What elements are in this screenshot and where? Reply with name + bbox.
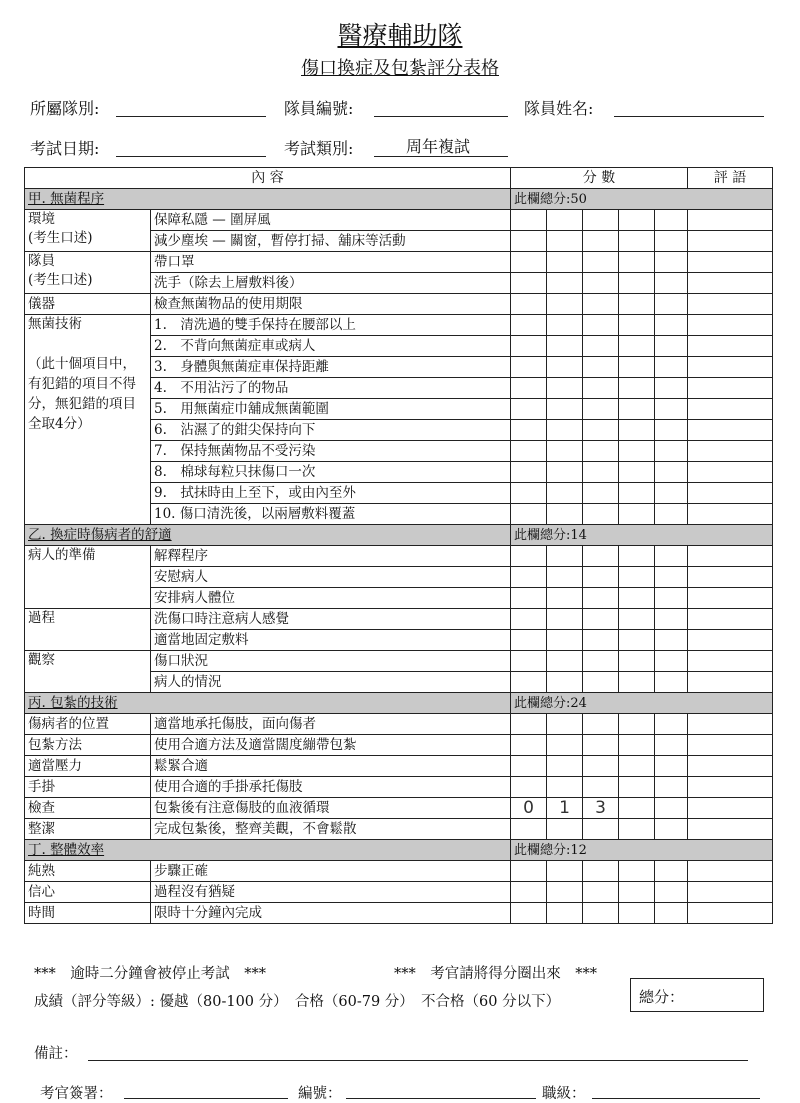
score-cell[interactable] xyxy=(547,462,583,483)
score-cell[interactable] xyxy=(583,630,619,651)
row-label: 環境 (考生口述) xyxy=(25,210,151,252)
score-cell[interactable] xyxy=(511,588,547,609)
score-cell[interactable] xyxy=(655,777,688,798)
comment-cell[interactable] xyxy=(688,483,773,504)
score-cell[interactable] xyxy=(547,504,583,525)
aseptic-note: （此十個項目中，有犯錯的項目不得分，無犯錯的項目全取4分） xyxy=(28,356,136,432)
score-cell[interactable] xyxy=(655,546,688,567)
score-cell[interactable] xyxy=(511,462,547,483)
row-item: 解釋程序 xyxy=(151,546,511,567)
row-item: 適當地固定敷料 xyxy=(151,630,511,651)
score-cell[interactable] xyxy=(619,798,655,819)
table-row xyxy=(25,798,773,819)
row-item: 安排病人體位 xyxy=(151,588,511,609)
grading-scale: 成績（評分等級）: 優越（80-100 分） 合格（60-79 分） 不合格（60 分以下） xyxy=(34,994,561,1010)
table-row xyxy=(25,756,773,777)
score-cell[interactable] xyxy=(583,861,619,882)
row-label: 儀器 xyxy=(25,294,151,315)
table-row xyxy=(25,861,773,882)
score-cell[interactable] xyxy=(547,420,583,441)
score-cell[interactable] xyxy=(655,588,688,609)
score-cell[interactable] xyxy=(547,903,583,924)
score-cell[interactable] xyxy=(583,903,619,924)
field-line-exam-date[interactable] xyxy=(116,156,266,157)
row-item: 使用合適的手掛承托傷肢 xyxy=(151,777,511,798)
row-label: 傷病者的位置 xyxy=(25,714,151,735)
signature-line[interactable] xyxy=(124,1098,288,1099)
row-item: 傷口狀況 xyxy=(151,651,511,672)
score-cell[interactable] xyxy=(619,273,655,294)
score-cell[interactable] xyxy=(583,546,619,567)
score-cell[interactable] xyxy=(619,462,655,483)
comment-cell[interactable] xyxy=(688,420,773,441)
score-cell[interactable] xyxy=(655,294,688,315)
row-item: 適當地承托傷肢，面向傷者 xyxy=(151,714,511,735)
row-item: 1. 清洗過的雙手保持在腰部以上 xyxy=(151,315,511,336)
table-row xyxy=(25,819,773,840)
score-cell[interactable] xyxy=(547,357,583,378)
score-cell[interactable] xyxy=(547,672,583,693)
section-name: 丙. 包紮的技術 xyxy=(25,693,511,714)
score-cell[interactable] xyxy=(655,651,688,672)
score-cell[interactable] xyxy=(547,273,583,294)
comment-cell[interactable] xyxy=(688,756,773,777)
score-cell[interactable] xyxy=(583,756,619,777)
table-row xyxy=(25,210,773,231)
score-cell[interactable] xyxy=(583,777,619,798)
form-subtitle: 傷口換症及包紮評分表格 xyxy=(301,58,499,79)
score-cell[interactable] xyxy=(547,756,583,777)
row-item: 10. 傷口清洗後，以兩層敷料覆蓋 xyxy=(151,504,511,525)
score-cell[interactable] xyxy=(547,588,583,609)
score-cell[interactable] xyxy=(655,819,688,840)
comment-cell[interactable] xyxy=(688,441,773,462)
score-cell[interactable] xyxy=(619,588,655,609)
score-cell[interactable] xyxy=(655,357,688,378)
score-cell[interactable] xyxy=(583,588,619,609)
score-cell[interactable] xyxy=(655,903,688,924)
score-cell[interactable] xyxy=(583,336,619,357)
row-item: 包紮後有注意傷肢的血液循環 xyxy=(151,798,511,819)
score-cell[interactable] xyxy=(619,483,655,504)
score-cell[interactable] xyxy=(619,819,655,840)
comment-cell[interactable] xyxy=(688,462,773,483)
score-cell[interactable] xyxy=(655,273,688,294)
score-cell[interactable] xyxy=(619,777,655,798)
score-cell[interactable] xyxy=(511,882,547,903)
score-cell[interactable] xyxy=(547,882,583,903)
score-cell[interactable] xyxy=(583,567,619,588)
score-cell[interactable] xyxy=(547,210,583,231)
form-title: 醫療輔助隊 xyxy=(337,21,463,50)
score-cell[interactable] xyxy=(583,483,619,504)
score-cell[interactable] xyxy=(655,420,688,441)
row-label: 觀察 xyxy=(25,651,151,693)
score-cell[interactable] xyxy=(619,399,655,420)
score-cell[interactable] xyxy=(619,231,655,252)
score-cell[interactable] xyxy=(619,714,655,735)
score-cell[interactable] xyxy=(619,609,655,630)
table-row xyxy=(25,315,773,336)
comment-cell[interactable] xyxy=(688,315,773,336)
score-cell[interactable] xyxy=(583,252,619,273)
score-cell[interactable] xyxy=(655,378,688,399)
comment-cell[interactable] xyxy=(688,861,773,882)
score-cell[interactable] xyxy=(655,798,688,819)
score-cell[interactable] xyxy=(511,672,547,693)
score-cell[interactable] xyxy=(655,462,688,483)
row-item: 2. 不背向無菌症車或病人 xyxy=(151,336,511,357)
score-cell[interactable] xyxy=(619,756,655,777)
score-cell[interactable] xyxy=(511,210,547,231)
score-cell[interactable] xyxy=(655,399,688,420)
row-label: 檢查 xyxy=(25,798,151,819)
table-row xyxy=(25,609,773,630)
score-cell[interactable] xyxy=(547,777,583,798)
score-cell[interactable] xyxy=(583,399,619,420)
score-cell[interactable] xyxy=(583,609,619,630)
header-comment: 評 語 xyxy=(688,168,773,189)
row-item: 洗手（除去上層敷料後） xyxy=(151,273,511,294)
score-cell[interactable] xyxy=(511,252,547,273)
score-cell[interactable] xyxy=(511,861,547,882)
scoring-table xyxy=(24,167,773,924)
score-cell[interactable] xyxy=(655,672,688,693)
row-label: 手掛 xyxy=(25,777,151,798)
row-item: 過程沒有猶疑 xyxy=(151,882,511,903)
score-cell[interactable] xyxy=(583,735,619,756)
rank-label: 職級： xyxy=(542,1086,586,1102)
field-label-team: 所屬隊別: xyxy=(30,99,100,118)
comment-cell[interactable] xyxy=(688,672,773,693)
total-score-label: 總分： xyxy=(639,988,685,1006)
comment-cell[interactable] xyxy=(688,777,773,798)
score-cell[interactable] xyxy=(583,714,619,735)
table-row xyxy=(25,546,773,567)
score-cell[interactable] xyxy=(619,861,655,882)
section-row-c xyxy=(25,693,773,714)
row-label: 純熟 xyxy=(25,861,151,882)
score-cell[interactable] xyxy=(511,714,547,735)
row-item: 8. 棉球每粒只抹傷口一次 xyxy=(151,462,511,483)
row-label: 隊員 (考生口述) xyxy=(25,252,151,294)
comment-cell[interactable] xyxy=(688,735,773,756)
score-cell[interactable] xyxy=(511,441,547,462)
score-cell[interactable] xyxy=(547,714,583,735)
score-cell[interactable] xyxy=(619,315,655,336)
field-label-exam-date: 考試日期: xyxy=(30,139,100,158)
note-circle-score: *** 考官請將得分圈出來 *** xyxy=(394,966,597,982)
comment-cell[interactable] xyxy=(688,819,773,840)
score-cell[interactable] xyxy=(511,630,547,651)
score-cell[interactable] xyxy=(619,651,655,672)
score-cell[interactable] xyxy=(511,609,547,630)
score-cell[interactable] xyxy=(619,336,655,357)
score-cell[interactable] xyxy=(655,630,688,651)
table-row xyxy=(25,714,773,735)
score-cell[interactable] xyxy=(655,336,688,357)
score-cell[interactable] xyxy=(619,504,655,525)
score-cell[interactable] xyxy=(619,882,655,903)
score-cell[interactable] xyxy=(547,378,583,399)
row-label: 適當壓力 xyxy=(25,756,151,777)
score-cell[interactable] xyxy=(547,336,583,357)
remarks-line[interactable] xyxy=(88,1060,748,1061)
score-cell[interactable] xyxy=(655,252,688,273)
handwritten-score-0[interactable]: 0 xyxy=(511,798,547,819)
row-label: 信心 xyxy=(25,882,151,903)
row-item: 減少塵埃 — 關窗，暫停打掃、舖床等活動 xyxy=(151,231,511,252)
score-cell[interactable] xyxy=(547,294,583,315)
score-cell[interactable] xyxy=(511,504,547,525)
score-cell[interactable] xyxy=(619,420,655,441)
section-total: 此欄總分:14 xyxy=(511,525,773,546)
score-cell[interactable] xyxy=(511,294,547,315)
comment-cell[interactable] xyxy=(688,357,773,378)
score-cell[interactable] xyxy=(547,819,583,840)
comment-cell[interactable] xyxy=(688,231,773,252)
row-label: 病人的準備 xyxy=(25,546,151,609)
section-row-d xyxy=(25,840,773,861)
score-cell[interactable] xyxy=(655,567,688,588)
score-cell[interactable] xyxy=(547,252,583,273)
score-cell[interactable] xyxy=(511,378,547,399)
score-cell[interactable] xyxy=(619,567,655,588)
table-row xyxy=(25,903,773,924)
score-cell[interactable] xyxy=(511,231,547,252)
handwritten-score-1[interactable]: 1 xyxy=(547,798,583,819)
signature-label: 考官簽署： xyxy=(40,1086,113,1102)
score-cell[interactable] xyxy=(511,315,547,336)
row-label: 時間 xyxy=(25,903,151,924)
section-name: 丁. 整體效率 xyxy=(25,840,511,861)
score-cell[interactable] xyxy=(583,231,619,252)
score-cell[interactable] xyxy=(619,630,655,651)
comment-cell[interactable] xyxy=(688,567,773,588)
score-cell[interactable] xyxy=(583,441,619,462)
table-row xyxy=(25,882,773,903)
score-cell[interactable] xyxy=(511,420,547,441)
score-cell[interactable] xyxy=(655,441,688,462)
score-cell[interactable] xyxy=(655,231,688,252)
table-row xyxy=(25,777,773,798)
comment-cell[interactable] xyxy=(688,714,773,735)
row-item: 限時十分鐘內完成 xyxy=(151,903,511,924)
section-total: 此欄總分:24 xyxy=(511,693,773,714)
score-cell[interactable] xyxy=(547,315,583,336)
comment-cell[interactable] xyxy=(688,609,773,630)
field-line-team[interactable] xyxy=(116,116,266,117)
score-cell[interactable] xyxy=(583,294,619,315)
comment-cell[interactable] xyxy=(688,504,773,525)
number-label: 編號： xyxy=(298,1086,342,1102)
score-cell[interactable] xyxy=(547,861,583,882)
score-cell[interactable] xyxy=(619,252,655,273)
score-cell[interactable] xyxy=(511,567,547,588)
field-label-exam-type: 考試類別: xyxy=(284,139,354,158)
rank-line[interactable] xyxy=(592,1098,760,1099)
score-cell[interactable] xyxy=(583,378,619,399)
score-cell[interactable] xyxy=(619,672,655,693)
score-cell[interactable] xyxy=(655,315,688,336)
header-score: 分 數 xyxy=(511,168,688,189)
score-cell[interactable] xyxy=(655,735,688,756)
comment-cell[interactable] xyxy=(688,588,773,609)
score-cell[interactable] xyxy=(511,735,547,756)
score-cell[interactable] xyxy=(511,483,547,504)
score-cell[interactable] xyxy=(619,294,655,315)
score-cell[interactable] xyxy=(547,609,583,630)
score-cell[interactable] xyxy=(619,210,655,231)
field-label-member-name: 隊員姓名: xyxy=(524,99,594,118)
score-cell[interactable] xyxy=(619,735,655,756)
section-total: 此欄總分:50 xyxy=(511,189,773,210)
row-item: 檢查無菌物品的使用期限 xyxy=(151,294,511,315)
comment-cell[interactable] xyxy=(688,399,773,420)
row-item: 完成包紮後，整齊美觀，不會鬆散 xyxy=(151,819,511,840)
comment-cell[interactable] xyxy=(688,630,773,651)
score-cell[interactable] xyxy=(511,357,547,378)
score-cell[interactable] xyxy=(583,273,619,294)
score-cell[interactable] xyxy=(511,777,547,798)
score-cell[interactable] xyxy=(547,630,583,651)
total-score-box[interactable] xyxy=(630,978,764,1012)
row-item: 病人的情況 xyxy=(151,672,511,693)
score-cell[interactable] xyxy=(583,651,619,672)
row-item: 安慰病人 xyxy=(151,567,511,588)
aseptic-label: 無菌技術 xyxy=(28,316,82,332)
score-cell[interactable] xyxy=(619,378,655,399)
score-cell[interactable] xyxy=(655,210,688,231)
score-cell[interactable] xyxy=(511,336,547,357)
table-row xyxy=(25,294,773,315)
score-cell[interactable] xyxy=(547,231,583,252)
score-cell[interactable] xyxy=(583,210,619,231)
row-item: 4. 不用沾污了的物品 xyxy=(151,378,511,399)
table-row xyxy=(25,735,773,756)
score-cell[interactable] xyxy=(547,483,583,504)
handwritten-score-3[interactable]: 3 xyxy=(583,798,619,819)
score-cell[interactable] xyxy=(511,399,547,420)
score-cell[interactable] xyxy=(655,756,688,777)
row-label: 包紮方法 xyxy=(25,735,151,756)
note-time-limit: *** 逾時二分鐘會被停止考試 *** xyxy=(34,966,266,982)
row-item: 3. 身體與無菌症車保持距離 xyxy=(151,357,511,378)
score-cell[interactable] xyxy=(547,441,583,462)
score-cell[interactable] xyxy=(619,903,655,924)
comment-cell[interactable] xyxy=(688,336,773,357)
score-cell[interactable] xyxy=(583,462,619,483)
score-cell[interactable] xyxy=(655,861,688,882)
score-cell[interactable] xyxy=(511,546,547,567)
score-cell[interactable] xyxy=(583,315,619,336)
section-total: 此欄總分:12 xyxy=(511,840,773,861)
comment-cell[interactable] xyxy=(688,294,773,315)
section-row-a xyxy=(25,189,773,210)
section-name: 乙. 換症時傷病者的舒適 xyxy=(25,525,511,546)
score-cell[interactable] xyxy=(511,819,547,840)
score-cell[interactable] xyxy=(547,735,583,756)
row-item: 鬆緊合適 xyxy=(151,756,511,777)
row-label: 整潔 xyxy=(25,819,151,840)
score-cell[interactable] xyxy=(511,651,547,672)
score-cell[interactable] xyxy=(547,651,583,672)
score-cell[interactable] xyxy=(583,672,619,693)
score-cell[interactable] xyxy=(583,357,619,378)
remarks-label: 備註： xyxy=(34,1046,78,1062)
score-cell[interactable] xyxy=(583,504,619,525)
score-cell[interactable] xyxy=(655,504,688,525)
row-item: 保障私隱 — 圍屏風 xyxy=(151,210,511,231)
table-row xyxy=(25,651,773,672)
row-item: 7. 保持無菌物品不受污染 xyxy=(151,441,511,462)
comment-cell[interactable] xyxy=(688,798,773,819)
field-line-member-name[interactable] xyxy=(614,116,764,117)
row-label-aseptic xyxy=(25,315,151,525)
comment-cell[interactable] xyxy=(688,882,773,903)
score-cell[interactable] xyxy=(547,546,583,567)
table-row xyxy=(25,252,773,273)
comment-cell[interactable] xyxy=(688,546,773,567)
score-cell[interactable] xyxy=(655,714,688,735)
score-cell[interactable] xyxy=(511,273,547,294)
field-line-member-no[interactable] xyxy=(374,116,508,117)
exam-type-value: 周年複試 xyxy=(406,137,471,156)
row-item: 帶口罩 xyxy=(151,252,511,273)
row-item: 9. 拭抹時由上至下，或由內至外 xyxy=(151,483,511,504)
score-cell[interactable] xyxy=(547,567,583,588)
row-item: 5. 用無菌症巾舖成無菌範圍 xyxy=(151,399,511,420)
comment-cell[interactable] xyxy=(688,210,773,231)
score-cell[interactable] xyxy=(583,882,619,903)
number-line[interactable] xyxy=(346,1098,536,1099)
score-cell[interactable] xyxy=(655,609,688,630)
header-content: 內 容 xyxy=(25,168,511,189)
row-item: 洗傷口時注意病人感覺 xyxy=(151,609,511,630)
score-cell[interactable] xyxy=(619,546,655,567)
comment-cell[interactable] xyxy=(688,903,773,924)
score-cell[interactable] xyxy=(619,357,655,378)
row-item: 步驟正確 xyxy=(151,861,511,882)
comment-cell[interactable] xyxy=(688,651,773,672)
section-name: 甲. 無菌程序 xyxy=(25,189,511,210)
comment-cell[interactable] xyxy=(688,378,773,399)
score-cell[interactable] xyxy=(655,483,688,504)
score-cell[interactable] xyxy=(511,756,547,777)
score-cell[interactable] xyxy=(511,903,547,924)
row-item: 使用合適方法及適當闊度繃帶包紮 xyxy=(151,735,511,756)
field-label-member-no: 隊員編號: xyxy=(284,99,354,118)
score-cell[interactable] xyxy=(655,882,688,903)
comment-cell[interactable] xyxy=(688,273,773,294)
row-item: 6. 沾濕了的鉗尖保持向下 xyxy=(151,420,511,441)
score-cell[interactable] xyxy=(583,819,619,840)
score-cell[interactable] xyxy=(619,441,655,462)
comment-cell[interactable] xyxy=(688,252,773,273)
row-label: 過程 xyxy=(25,609,151,651)
table-header-row xyxy=(25,168,773,189)
section-row-b xyxy=(25,525,773,546)
score-cell[interactable] xyxy=(583,420,619,441)
score-cell[interactable] xyxy=(547,399,583,420)
